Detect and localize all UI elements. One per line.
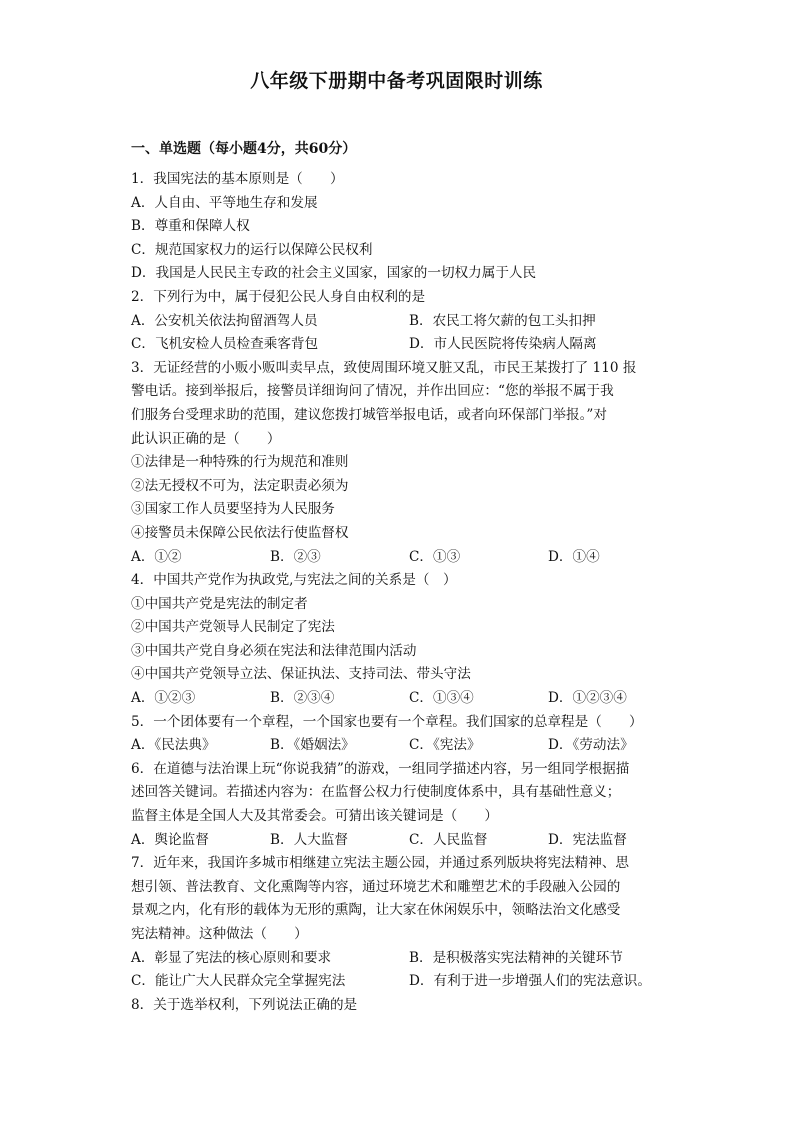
option-b: B．②③	[270, 548, 321, 565]
option-a: A．人自由、平等地生存和发展	[131, 194, 318, 211]
option-d: D．我国是人民民主专政的社会主义国家，国家的一切权力属于人民	[131, 265, 537, 282]
option-b: B．是积极落实宪法精神的关键环节	[409, 949, 623, 966]
option-d: D．《劳动法》	[548, 737, 634, 754]
option-c: C．人民监督	[409, 831, 488, 848]
statement-item: ④接警员未保障公民依法行使监督权	[131, 524, 349, 541]
question-stem: 3．无证经营的小贩小贩叫卖早点，致使周围环境又脏又乱，市民王某拨打了 110 报	[131, 359, 637, 376]
option-a: A．舆论监督	[131, 831, 209, 848]
option-d: D．有利于进一步增强人们的宪法意识。	[409, 973, 651, 990]
statement-item: ②中国共产党领导人民制定了宪法	[131, 619, 335, 636]
option-d: D．①④	[548, 548, 600, 565]
question-stem: 监督主体是全国人大及其常委会。可猜出该关键词是（ ）	[131, 808, 499, 825]
question-5	[131, 711, 671, 758]
question-stem: 警电话。接到举报后，接警员详细询问了情况，并作出回应：“您的举报不属于我	[131, 383, 614, 400]
question-8	[131, 994, 671, 1018]
statement-item: ④中国共产党领导立法、保证执法、支持司法、带头守法	[131, 666, 471, 683]
question-stem: 2．下列行为中，属于侵犯公民人身自由权利的是	[131, 288, 426, 305]
question-1	[131, 168, 671, 286]
question-stem: 此认识正确的是（ ）	[131, 430, 281, 447]
option-row	[131, 734, 671, 758]
question-stem: 1．我国宪法的基本原则是（ ）	[131, 171, 344, 187]
question-3	[131, 357, 671, 569]
option-row	[131, 333, 671, 357]
option-c: C．飞机安检人员检查乘客背包	[131, 336, 319, 353]
option-c: C．①③	[409, 548, 461, 565]
section-heading: 一、单选题（每小题4分，共60分）	[131, 141, 357, 157]
option-row	[131, 947, 671, 971]
question-stem: 述回答关键词。若描述内容为：在监督公权力行使制度体系中，具有基础性意义；	[131, 784, 621, 801]
option-d: D．①②③④	[548, 690, 627, 707]
statement-item: ③国家工作人员要坚持为人民服务	[131, 501, 335, 518]
option-b: B．尊重和保障人权	[131, 218, 250, 235]
option-row	[131, 310, 671, 334]
question-stem: 8．关于选举权利，下列说法正确的是	[131, 996, 358, 1013]
statement-item: ①中国共产党是宪法的制定者	[131, 595, 308, 612]
document-title: 八年级下册期中备考巩固限时训练	[250, 70, 543, 92]
question-stem: 们服务台受理求助的范围，建议您拨打城管举报电话，或者向环保部门举报。”对	[131, 406, 607, 423]
option-a: A．《民法典》	[131, 737, 216, 754]
statement-item: ③中国共产党自身必须在宪法和法律范围内活动	[131, 642, 417, 659]
option-b: B．②③④	[270, 690, 335, 707]
option-b: B．农民工将欠薪的包工头扣押	[409, 312, 596, 329]
question-6	[131, 758, 671, 852]
option-c: C．规范国家权力的运行以保障公民权利	[131, 241, 373, 258]
question-stem: 5．一个团体要有一个章程，一个国家也要有一个章程。我们国家的总章程是（ ）	[131, 713, 643, 730]
option-row	[131, 687, 671, 711]
question-stem: 想引领、普法教育、文化熏陶等内容，通过环境艺术和雕塑艺术的手段融入公园的	[131, 878, 621, 895]
option-d: D．市人民医院将传染病人隔离	[409, 336, 597, 353]
option-row	[131, 829, 671, 853]
option-a: A．①②③	[131, 690, 196, 707]
option-b: B．人大监督	[270, 831, 348, 848]
statement-item: ①法律是一种特殊的行为规范和准则	[131, 454, 349, 471]
question-stem: 7．近年来，我国许多城市相继建立宪法主题公园，并通过系列版块将宪法精神、思	[131, 855, 630, 872]
option-a: A．公安机关依法拘留酒驾人员	[131, 312, 318, 329]
question-stem: 4．中国共产党作为执政党,与宪法之间的关系是（ ）	[131, 572, 457, 589]
statement-item: ②法无授权不可为，法定职责必须为	[131, 477, 349, 494]
question-list	[131, 168, 671, 1017]
option-c: C．能让广大人民群众完全掌握宪法	[131, 973, 346, 990]
option-row	[131, 546, 671, 570]
question-7	[131, 852, 671, 994]
option-c: C．①③④	[409, 690, 474, 707]
question-stem: 宪法精神。这种做法（ ）	[131, 926, 308, 942]
question-stem: 6．在道德与法治课上玩“你说我猜”的游戏，一组同学描述内容，另一组同学根据描	[131, 760, 630, 777]
option-b: B．《婚姻法》	[270, 737, 355, 754]
question-stem: 景观之内，化有形的载体为无形的熏陶，让大家在休闲娱乐中，领略法治文化感受	[131, 902, 621, 919]
question-2	[131, 286, 671, 357]
question-4	[131, 569, 671, 711]
option-c: C．《宪法》	[409, 737, 481, 754]
option-a: A．①②	[131, 548, 182, 565]
option-a: A．彰显了宪法的核心原则和要求	[131, 949, 332, 966]
option-d: D．宪法监督	[548, 831, 627, 848]
option-row	[131, 970, 671, 994]
